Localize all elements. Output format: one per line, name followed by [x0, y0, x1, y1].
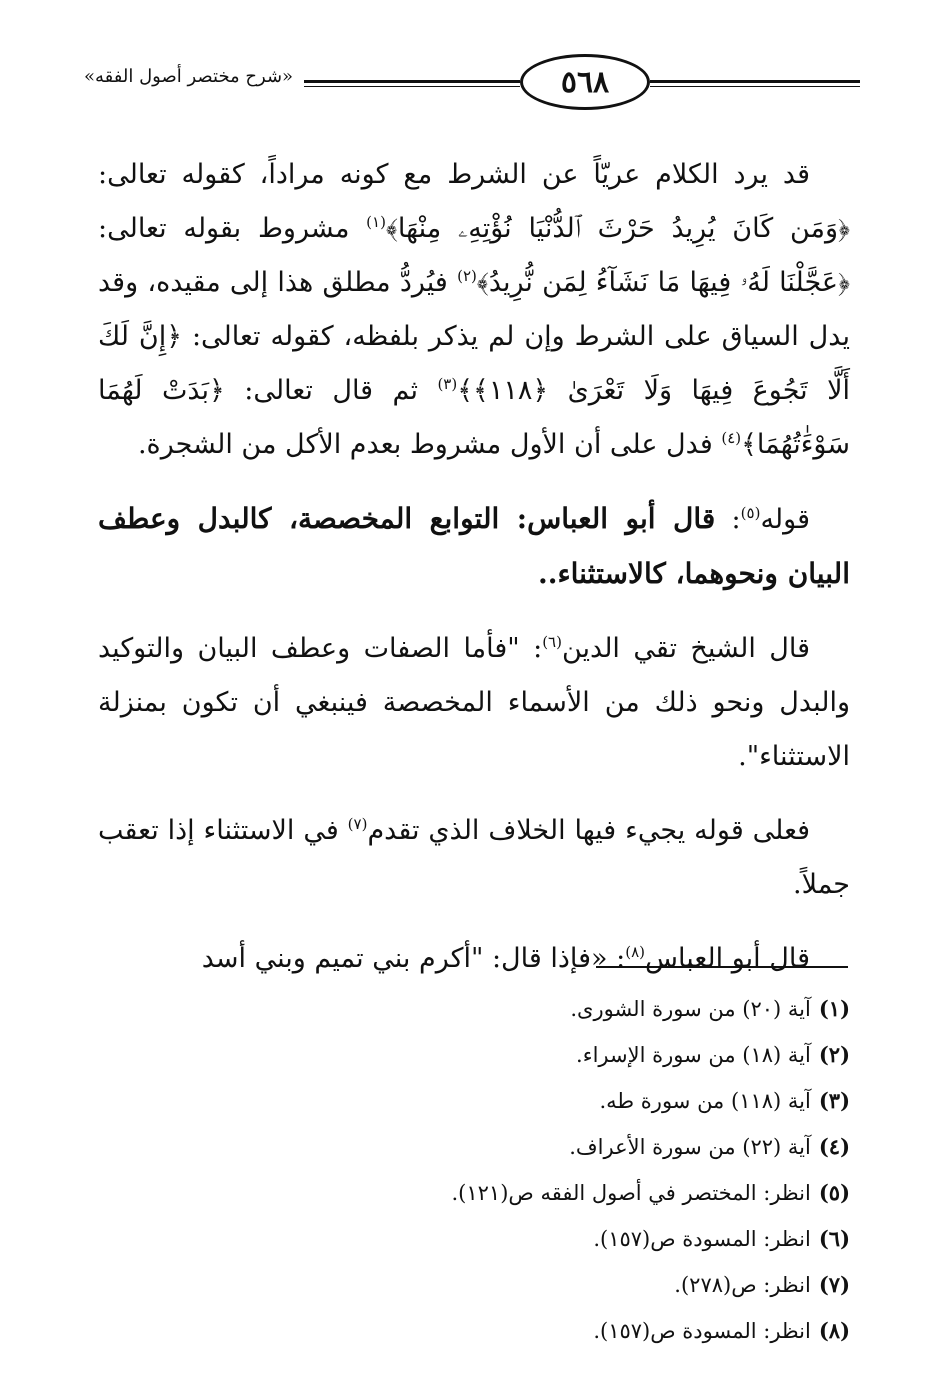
footnote-ref[interactable]: (٤) — [721, 429, 742, 447]
footnote-item — [200, 1262, 850, 1308]
page-number: ٥٦٨ — [520, 54, 650, 110]
text-run: في الاستثناء إذا تعقب جملاً. — [98, 815, 850, 900]
footnote-text: انظر: ص(٢٧٨). — [674, 1273, 811, 1297]
paragraph — [98, 932, 850, 986]
footnote-number: (١) — [818, 996, 850, 1021]
footnote-separator — [596, 966, 848, 968]
footnote-number: (٨) — [818, 1318, 850, 1343]
page-header — [84, 52, 860, 112]
text-run: قوله — [760, 504, 810, 535]
footnote-text: آية (١١٨) من سورة طه. — [599, 1089, 811, 1113]
footnote-number: (٢) — [818, 1042, 850, 1067]
footnote-ref[interactable]: (٦) — [542, 633, 562, 651]
footnotes-list — [200, 986, 850, 1354]
header-rule — [650, 80, 860, 83]
footnote-number: (٣) — [818, 1088, 850, 1113]
footnote-ref[interactable]: (٧) — [347, 815, 368, 833]
header-rule-thin — [650, 86, 860, 87]
footnote-text: آية (٢٠) من سورة الشورى. — [570, 997, 811, 1021]
footnote-ref[interactable]: (١) — [366, 213, 386, 231]
text-run: قال الشيخ تقي الدين — [561, 633, 810, 664]
text-run: فيُردُّ مطلق هذا إلى مقيده، وقد يدل السياق على الشرط وإن لم يذكر بلفظه، كقوله تعالى: ﴿إِنَّ لَكَ أَلَّا تَجُوعَ فِيهَا وَلَا تَعْرَىٰ ﴿١١٨﴾﴾ — [98, 267, 850, 406]
running-title: «شرح مختصر أصول الفقه» — [84, 66, 304, 87]
footnote-item — [200, 1124, 850, 1170]
footnote-item — [200, 1078, 850, 1124]
footnote-text: آية (٢٢) من سورة الأعراف. — [569, 1135, 811, 1159]
text-run: : — [715, 504, 741, 535]
text-run: فدل على أن الأول مشروط بعدم الأكل من الشجرة. — [137, 429, 722, 460]
text-run: فعلى قوله يجيء فيها الخلاف الذي تقدم — [367, 815, 810, 846]
footnote-text: آية (١٨) من سورة الإسراء. — [576, 1043, 811, 1067]
footnote-number: (٦) — [818, 1226, 850, 1251]
footnote-item — [200, 1308, 850, 1354]
footnote-item — [200, 1032, 850, 1078]
footnote-text: انظر: المختصر في أصول الفقه ص(١٢١). — [451, 1181, 811, 1205]
footnote-item — [200, 1216, 850, 1262]
paragraph — [98, 804, 850, 912]
footnote-ref[interactable]: (٣) — [437, 375, 458, 393]
quoted-heading: قال أبو العباس: التوابع المخصصة، كالبدل وعطف البيان ونحوهما، كالاستثناء.. — [98, 502, 850, 590]
footnote-number: (٥) — [818, 1180, 850, 1205]
text-run: : "فأما الصفات وعطف البيان والتوكيد والبدل ونحو ذلك من الأسماء المخصصة فينبغي أن تكون بمنزلة الاستثناء". — [98, 633, 850, 772]
paragraph — [98, 148, 850, 472]
main-text — [98, 148, 850, 1006]
footnote-text: انظر: المسودة ص(١٥٧). — [593, 1227, 811, 1251]
footnote-ref[interactable]: (٨) — [625, 943, 646, 961]
paragraph — [98, 622, 850, 784]
footnote-item — [200, 1170, 850, 1216]
text-run: مشروط بقوله تعالى: ﴿عَجَّلْنَا لَهُۥ فِيهَا مَا نَشَآءُ لِمَن نُّرِيدُ﴾ — [98, 213, 850, 298]
footnote-text: انظر: المسودة ص(١٥٧). — [593, 1319, 811, 1343]
footnote-item — [200, 986, 850, 1032]
text-run: قد يرد الكلام عريّاً عن الشرط مع كونه مراداً، كقوله تعالى: ﴿وَمَن كَانَ يُرِيدُ حَرْثَ ٱلدُّنْيَا نُؤْتِهِۦ مِنْهَا﴾ — [98, 159, 850, 244]
footnote-ref[interactable]: (٢) — [457, 267, 477, 285]
text-run: قال أبو العباس — [645, 943, 810, 974]
text-run: : «فإذا قال: "أكرم بني تميم وبني أسد — [201, 943, 626, 974]
footnote-ref[interactable]: (٥) — [740, 504, 761, 522]
paragraph — [98, 492, 850, 602]
footnote-number: (٤) — [818, 1134, 850, 1159]
text-run: ثم قال تعالى: ﴿بَدَتْ لَهُمَا سَوْءَٰتُهُمَا﴾ — [98, 375, 850, 460]
footnote-number: (٧) — [818, 1272, 850, 1297]
